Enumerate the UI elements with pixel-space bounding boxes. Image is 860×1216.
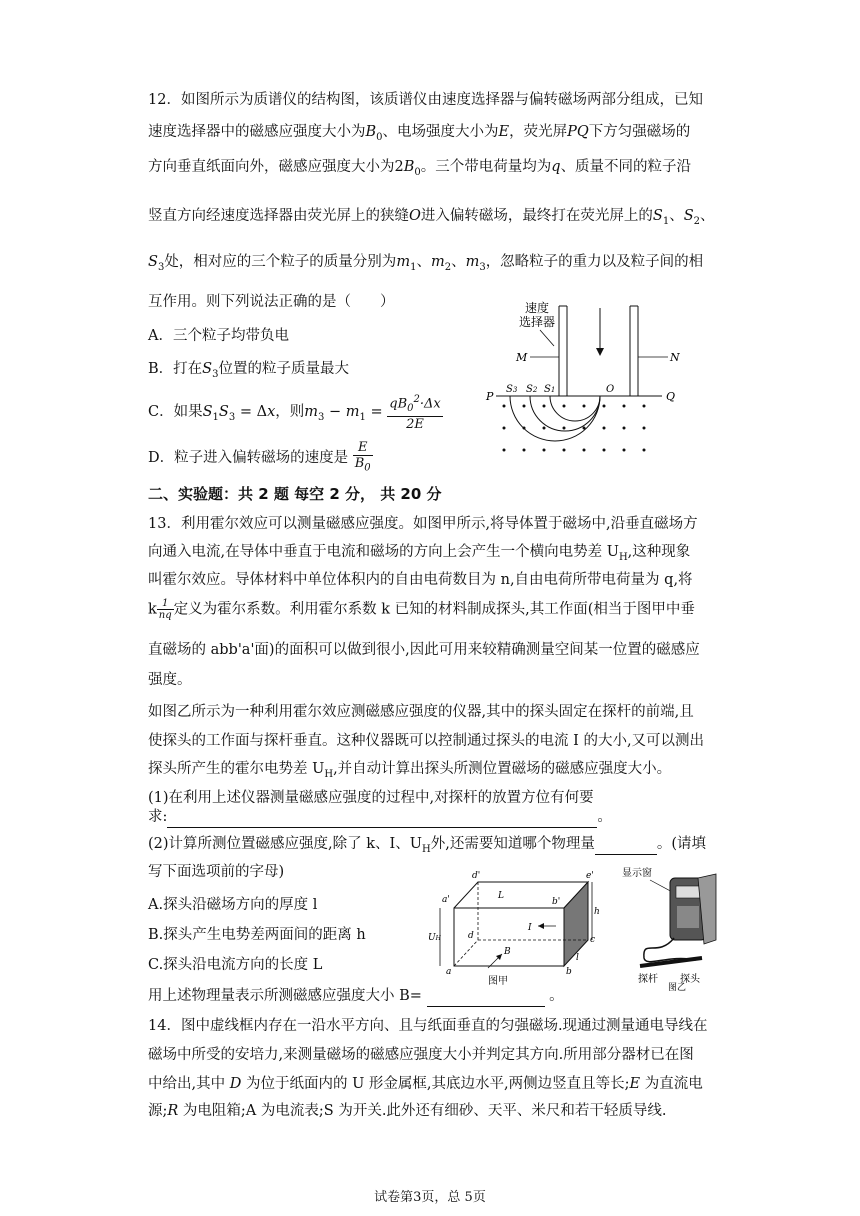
svg-text:L: L bbox=[498, 891, 504, 901]
svg-text:S2: S2 bbox=[526, 384, 538, 395]
q12-line-4: 竖直方向经速度选择器由荧光屏上的狭缝O进入偏转磁场，最终打在荧光屏上的$S_1$、$S_2$、 bbox=[148, 208, 715, 227]
fig-label-selector: 选择器 bbox=[519, 315, 556, 329]
svg-text:P: P bbox=[486, 390, 494, 403]
q12-line-6: 互作用。则下列说法正确的是（ ） bbox=[148, 294, 395, 310]
q14-line-4: 源;R 为电阻箱;A 为电流表;S 为开关.此外还有细砂、天平、米尺和若干轻质导线. bbox=[148, 1103, 667, 1119]
svg-text:S1: S1 bbox=[544, 384, 556, 395]
q14-line-3: 中给出,其中 D 为位于纸面内的 U 形金属框,其底边水平,两侧边竖直且等长;E 为直流电 bbox=[148, 1076, 703, 1092]
q12-line-1: 12．如图所示为质谱仪的结构图，该质谱仪由速度选择器与偏转磁场两部分组成，已知 bbox=[148, 92, 703, 108]
q13-option-c: C.探头沿电流方向的长度 L bbox=[148, 957, 323, 973]
q13-line-1: 13．利用霍尔效应可以测量磁感应强度。如图甲所示,将导体置于磁场中,沿垂直磁场方 bbox=[148, 516, 698, 532]
q13-line-12: (2)计算所测位置磁感应强度,除了 k、I、$U_H$外,还需要知道哪个物理量 。(请填 bbox=[148, 836, 707, 855]
q13-line-17: 用上述物理量表示所测磁感应强度大小 B= 。 bbox=[148, 986, 564, 1007]
figure-a-caption: 图甲 bbox=[488, 976, 508, 987]
q13-line-6: 强度。 bbox=[148, 672, 192, 688]
q13-line-13: 写下面选项前的字母) bbox=[148, 864, 285, 880]
figure-b-caption: 图乙 bbox=[668, 983, 687, 993]
svg-text:N: N bbox=[670, 351, 680, 364]
q13-line-8: 使探头的工作面与探杆垂直。这种仪器既可以控制通过探头的电流 I 的大小,又可以测出 bbox=[148, 733, 705, 749]
svg-text:I: I bbox=[528, 923, 532, 933]
q14-line-2: 磁场中所受的安培力,来测量磁场的磁感应强度大小并判定其方向.所用部分器材已在图 bbox=[148, 1047, 694, 1063]
q13-line-10: (1)在利用上述仪器测量磁感应强度的过程中,对探杆的放置方位有何要 bbox=[148, 790, 594, 806]
q13-option-b: B.探头产生电势差两面间的距离 h bbox=[148, 927, 366, 943]
q12-option-d: D．粒子进入偏转磁场的速度是 $\frac{E}{B_0}$ bbox=[148, 440, 371, 474]
formula-fraction: $\frac{qB_0^2\cdot\Delta x}{2E}$ bbox=[389, 394, 441, 432]
svg-text:UH: UH bbox=[428, 933, 441, 943]
fig-label-speed: 速度 bbox=[525, 301, 550, 315]
q13-line-4: k $\frac{1}{nq}$ 定义为霍尔系数。利用霍尔系数 k 已知的材料制成探头,其工作面(相当于图甲中垂 bbox=[148, 598, 695, 621]
answer-blank-1[interactable] bbox=[167, 807, 597, 828]
svg-text:a: a bbox=[446, 967, 452, 977]
q12-line-2: 速度选择器中的磁感应强度大小为$B_0$、电场强度大小为E，荧光屏PQ下方匀强磁场的 bbox=[148, 124, 691, 143]
svg-text:e': e' bbox=[586, 871, 594, 881]
rod-label: 探杆 bbox=[638, 974, 658, 985]
svg-text:c: c bbox=[590, 935, 596, 945]
q12-option-c: C．如果$S_1S_3 = \Delta x$，则$m_3 - m_1$ = $\frac{qB_0^2\cdot\Delta x}{2E}$ bbox=[148, 394, 441, 432]
q12-line-5: $S_3$处，相对应的三个粒子的质量分别为$m_1$、$m_2$、$m_3$，忽略粒子的重力以及粒子间的相 bbox=[148, 254, 704, 273]
velocity-fraction: $\frac{E}{B_0}$ bbox=[354, 440, 371, 474]
q13-line-5: 直磁场的 abb'a'面)的面积可以做到很小,因此可用来较精确测量空间某一位置的磁感应 bbox=[148, 642, 700, 658]
answer-blank-2[interactable] bbox=[595, 834, 657, 855]
display-window-label: 显示窗 bbox=[622, 868, 652, 879]
mass-spectrometer-figure bbox=[482, 298, 702, 460]
hall-probe-figure bbox=[618, 858, 722, 993]
svg-text:S3: S3 bbox=[506, 384, 518, 395]
svg-text:d': d' bbox=[472, 871, 481, 881]
q13-line-7: 如图乙所示为一种利用霍尔效应测磁感应强度的仪器,其中的探头固定在探杆的前端,且 bbox=[148, 704, 694, 720]
page-footer: 试卷第3页，总 5页 bbox=[374, 1190, 486, 1205]
svg-text:l: l bbox=[576, 953, 579, 963]
q13-line-3: 叫霍尔效应。导体材料中单位体积内的自由电荷数目为 n,自由电荷所带电荷量为 q,将 bbox=[148, 572, 693, 588]
svg-text:h: h bbox=[594, 907, 600, 917]
svg-text:O: O bbox=[606, 384, 615, 395]
svg-text:a': a' bbox=[442, 895, 450, 905]
svg-text:M: M bbox=[516, 351, 528, 364]
q12-line-3: 方向垂直纸面向外，磁感应强度大小为$2B_0$。三个带电荷量均为q、质量不同的粒子沿 bbox=[148, 159, 692, 178]
svg-text:b: b bbox=[566, 967, 572, 977]
section-heading: 二、实验题：共 2 题 每空 2 分， 共 20 分 bbox=[148, 485, 442, 503]
q13-line-9: 探头所产生的霍尔电势差 $U_H$,并自动计算出探头所测位置磁场的磁感应强度大小。 bbox=[148, 761, 672, 780]
q12-option-b: B．打在$S_3$位置的粒子质量最大 bbox=[148, 361, 349, 380]
probe-label: 探头 bbox=[680, 974, 700, 985]
q13-line-11: 求: 。 bbox=[148, 807, 612, 828]
svg-text:B: B bbox=[504, 947, 511, 957]
q13-option-a: A.探头沿磁场方向的厚度 l bbox=[148, 897, 318, 913]
q13-line-2: 向通入电流,在导体中垂直于电流和磁场的方向上会产生一个横向电势差 $U_H$,这种现象 bbox=[148, 544, 691, 563]
hall-block-figure bbox=[418, 868, 598, 986]
svg-text:d: d bbox=[468, 931, 474, 941]
answer-blank-3[interactable] bbox=[427, 986, 545, 1007]
q14-line-1: 14．图中虚线框内存在一沿水平方向、且与纸面垂直的匀强磁场.现通过测量通电导线在 bbox=[148, 1018, 708, 1034]
svg-text:Q: Q bbox=[666, 390, 676, 403]
svg-text:b': b' bbox=[552, 897, 561, 907]
q12-option-a: A．三个粒子均带负电 bbox=[148, 328, 289, 344]
